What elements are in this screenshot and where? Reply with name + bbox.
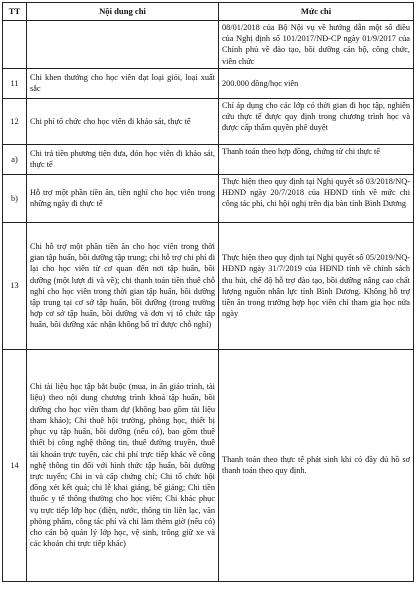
row-content: Hỗ trợ một phần tiền ăn, tiền nghỉ cho học viên trong những ngày đi thực tế bbox=[27, 174, 219, 222]
row-level: Thực hiện theo quy định tại Nghị quyết số 03/2018/NQ-HĐND ngày 20/7/2018 của HĐND tỉnh về mức chi công tác phí, chi hội nghị trên địa bàn tỉnh Bình Dương bbox=[219, 174, 414, 222]
row-level: 08/01/2018 của Bộ Nội vụ về hướng dẫn một số điều của Nghị định số 101/2017/NĐ-CP ngày 01/9/2017 của Chính phủ về đào tạo, bồi dưỡng cán bộ, công chức, viên chức bbox=[219, 21, 414, 69]
row-content: Chi trả tiền phương tiện đưa, đón học viên đi khảo sát, thực tế bbox=[27, 144, 219, 174]
row-tt: 11 bbox=[3, 68, 27, 98]
row-tt: a) bbox=[3, 144, 27, 174]
row-content bbox=[27, 21, 219, 69]
row-level: Chỉ áp dụng cho các lớp có thời gian đi học tập, nghiên cứu thực tế được quy định trong chương trình học và được cấp thẩm quyền phê duyệt bbox=[219, 98, 414, 144]
row-content: Chi khen thưởng cho học viên đạt loại giỏi, loại xuất sắc bbox=[27, 68, 219, 98]
table-row bbox=[3, 68, 414, 98]
row-tt: 14 bbox=[3, 349, 27, 581]
table-row bbox=[3, 349, 414, 581]
row-level: 200.000 đồng/học viên bbox=[219, 68, 414, 98]
expense-table bbox=[2, 2, 414, 582]
row-content: Chi phí tổ chức cho học viên đi khảo sát, thực tế bbox=[27, 98, 219, 144]
table-header-row bbox=[3, 3, 414, 21]
row-content: Chi hỗ trợ một phần tiền ăn cho học viên trong thời gian tập huấn, bồi dưỡng tập trung; chi hỗ trợ chi phí đi lại cho học viên từ cơ quan đến nơi tập huấn, bồi dưỡng (một lượt đi và về); chi thanh toán tiền thuê chỗ nghỉ cho học viên trong thời gian tập huấn, bồi dưỡng tập trung tại cơ sở tập huấn, bồi dưỡng (trong trường hợp cơ sở tập huấn, bồi dưỡng và đơn vị tổ chức tập huấn, bồi dưỡng xác nhận không bố trí được chỗ nghỉ) bbox=[27, 222, 219, 349]
row-tt bbox=[3, 21, 27, 69]
row-level: Thực hiện theo quy định tại Nghị quyết số 05/2019/NQ-HĐND ngày 31/7/2019 của HĐND tỉnh về chính sách thu hút, chế độ hỗ trợ đào tạo, bồi dưỡng nâng cao chất lượng nguồn nhân lực tỉnh Bình Dương. Không hỗ trợ tiền ăn trong trường hợp học viên chỉ tham gia học nửa ngày bbox=[219, 222, 414, 349]
row-level: Thanh toán theo thực tế phát sinh khi có đầy đủ hồ sơ thanh toán theo quy định. bbox=[219, 349, 414, 581]
table-row bbox=[3, 222, 414, 349]
header-content: Nội dung chi bbox=[27, 3, 219, 21]
header-tt: TT bbox=[3, 3, 27, 21]
table-row bbox=[3, 174, 414, 222]
row-tt: b) bbox=[3, 174, 27, 222]
row-content: Chi tài liệu học tập bắt buộc (mua, in ấn giáo trình, tài liệu) theo nội dung chương trình khoá tập huấn, bồi dưỡng cho học viên tham dự (không bao gồm tài liệu tham khảo); Chi thuê hội trường, phòng học, thiết bị phục vụ tập huấn, bồi dưỡng (nếu có), bao gồm thuê thiết bị công nghệ thông tin, thuê đường truyền, thuê tài khoản trực tuyến, các chi phí trực tiếp khác về công nghệ thông tin đối với hình thức tập huấn, bồi dưỡng trực tuyến; Chi in và cấp chứng chỉ; Chi tổ chức hội đồng xét kết quả; chi lễ khai giảng, bế giảng; Chi tiền thuốc y tế thông thường cho học viên; Chi khác phục vụ trực tiếp lớp học (điện, nước, thông tin liên lạc, văn phòng phẩm, công tác phí và chi làm thêm giờ (nếu có) cho cán bộ quản lý lớp học, vệ sinh, trông giữ xe và các khoản chi trực tiếp khác) bbox=[27, 349, 219, 581]
table-row bbox=[3, 144, 414, 174]
row-level: Thanh toán theo hợp đồng, chứng từ chi thực tế bbox=[219, 144, 414, 174]
header-level: Mức chi bbox=[219, 3, 414, 21]
table-row bbox=[3, 21, 414, 69]
row-tt: 13 bbox=[3, 222, 27, 349]
table-row bbox=[3, 98, 414, 144]
row-tt: 12 bbox=[3, 98, 27, 144]
